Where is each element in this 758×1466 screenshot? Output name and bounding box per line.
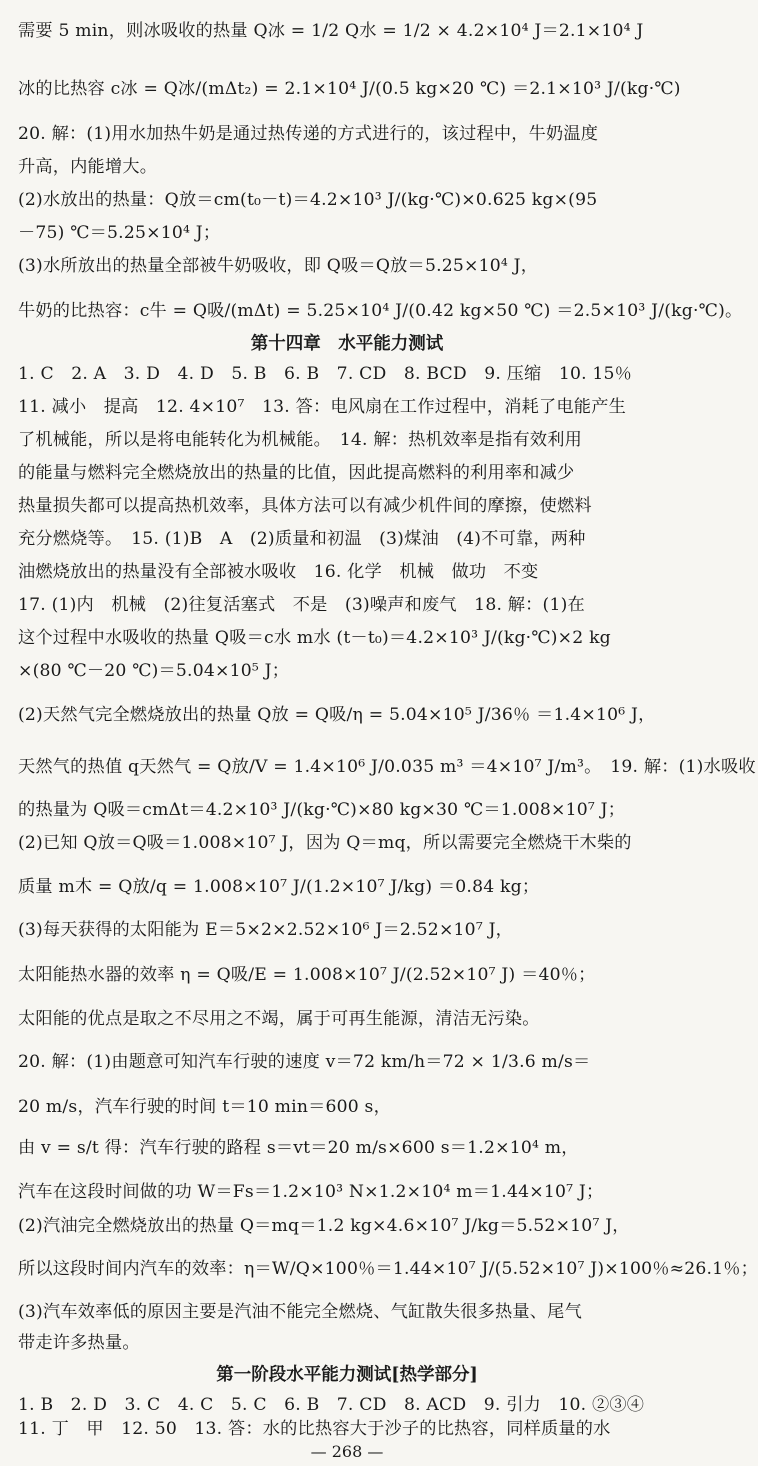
text-line: 20. 解：(1)用水加热牛奶是通过热传递的方式进行的，该过程中，牛奶温度 <box>18 124 599 144</box>
text-line: 需要 5 min，则冰吸收的热量 Q冰 = 1/2 Q水 = 1/2 × 4.2×10⁴ J＝2.1×10⁴ J <box>18 21 644 41</box>
formula-line: 质量 m木 = Q放/q = 1.008×10⁷ J/(1.2×10⁷ J/kg) ＝0.84 kg； <box>18 877 540 897</box>
text-line: 升高，内能增大。 <box>18 157 158 177</box>
answer-line: 热量损失都可以提高热机效率，具体方法可以有减少机件间的摩擦，使燃料 <box>18 496 592 516</box>
answer-line: (3)汽车效率低的原因主要是汽油不能完全燃烧、气缸散失很多热量、尾气 <box>18 1302 582 1322</box>
formula-line: 所以这段时间内汽车的效率：η＝W/Q×100％＝1.44×10⁷ J/(5.52×10⁷ J)×100％≈26.1％； <box>18 1259 758 1279</box>
answer-line: 汽车在这段时间做的功 W＝Fs＝1.2×10³ N×1.2×10⁴ m＝1.44×10⁷ J； <box>18 1182 604 1202</box>
formula-line: 冰的比热容 c冰 = Q冰/(mΔt₂) = 2.1×10⁴ J/(0.5 kg×20 ℃) ＝2.1×10³ J/(kg·℃) <box>18 79 681 99</box>
answer-line: 1. B 2. D 3. C 4. C 5. C 6. B 7. CD 8. ACD 9. 引力 10. ②③④ <box>18 1395 645 1415</box>
answer-line: 油燃烧放出的热量没有全部被水吸收 16. 化学 机械 做功 不变 <box>18 562 539 582</box>
page-number: — 268 — <box>310 1442 384 1461</box>
text-line: (2)水放出的热量：Q放＝cm(t₀－t)＝4.2×10³ J/(kg·℃)×0.625 kg×(95 <box>18 190 598 210</box>
answer-line: (3)每天获得的太阳能为 E＝5×2×2.52×10⁶ J＝2.52×10⁷ J， <box>18 920 514 940</box>
answer-line: 1. C 2. A 3. D 4. D 5. B 6. B 7. CD 8. BCD 9. 压缩 10. 15％ <box>18 364 633 384</box>
answer-line: 充分燃烧等。 15. (1)B A (2)质量和初温 (3)煤油 (4)不可靠，两种 <box>18 529 586 549</box>
answer-line: 的能量与燃料完全燃烧放出的热量的比值，因此提高燃料的利用率和减少 <box>18 463 575 483</box>
formula-line: (2)天然气完全燃烧放出的热量 Q放 = Q吸/η = 5.04×10⁵ J/36％ ＝1.4×10⁶ J， <box>18 705 656 725</box>
answer-line: 11. 减小 提高 12. 4×10⁷ 13. 答：电风扇在工作过程中，消耗了电能产生 <box>18 397 626 417</box>
formula-line: 天然气的热值 q天然气 = Q放/V = 1.4×10⁶ J/0.035 m³ ＝4×10⁷ J/m³。 19. 解：(1)水吸收 <box>18 757 756 777</box>
answer-line: 这个过程中水吸收的热量 Q吸＝c水 m水 (t－t₀)＝4.2×10³ J/(kg·℃)×2 kg <box>18 628 611 648</box>
section-heading: 第一阶段水平能力测试[热学部分] <box>216 1365 478 1385</box>
chapter-heading: 第十四章 水平能力测试 <box>250 334 444 354</box>
answer-line: (2)汽油完全燃烧放出的热量 Q＝mq＝1.2 kg×4.6×10⁷ J/kg＝5.52×10⁷ J， <box>18 1216 630 1236</box>
text-line: (3)水所放出的热量全部被牛奶吸收，即 Q吸＝Q放＝5.25×10⁴ J， <box>18 256 539 276</box>
answer-line: ×(80 ℃－20 ℃)＝5.04×10⁵ J； <box>18 661 290 681</box>
formula-line: 由 v = s/t 得：汽车行驶的路程 s＝vt＝20 m/s×600 s＝1.2×10⁴ m， <box>18 1138 579 1158</box>
formula-line: 牛奶的比热容：c牛 = Q吸/(mΔt) = 5.25×10⁴ J/(0.42 kg×50 ℃) ＝2.5×10³ J/(kg·℃)。 <box>18 301 743 321</box>
answer-line: 11. 丁 甲 12. 50 13. 答：水的比热容大于沙子的比热容，同样质量的水 <box>18 1419 611 1439</box>
answer-line: 17. (1)内 机械 (2)往复活塞式 不是 (3)噪声和废气 18. 解：(1)在 <box>18 595 585 615</box>
answer-line: 20 m/s，汽车行驶的时间 t＝10 min＝600 s， <box>18 1097 391 1117</box>
answer-line: 太阳能的优点是取之不尽用之不竭，属于可再生能源，清洁无污染。 <box>18 1009 540 1029</box>
answer-line: (2)已知 Q放＝Q吸＝1.008×10⁷ J，因为 Q＝mq，所以需要完全燃烧干木柴的 <box>18 833 632 853</box>
answer-line: 带走许多热量。 <box>18 1333 140 1353</box>
formula-line: 太阳能热水器的效率 η = Q吸/E = 1.008×10⁷ J/(2.52×10⁷ J) ＝40％； <box>18 965 596 985</box>
formula-line: 20. 解：(1)由题意可知汽车行驶的速度 v＝72 km/h＝72 × 1/3.6 m/s＝ <box>18 1052 591 1072</box>
answer-line: 了机械能，所以是将电能转化为机械能。 14. 解：热机效率是指有效利用 <box>18 430 583 450</box>
text-line: －75) ℃＝5.25×10⁴ J； <box>18 223 221 243</box>
answer-line: 的热量为 Q吸＝cmΔt＝4.2×10³ J/(kg·℃)×80 kg×30 ℃＝1.008×10⁷ J； <box>18 800 626 820</box>
